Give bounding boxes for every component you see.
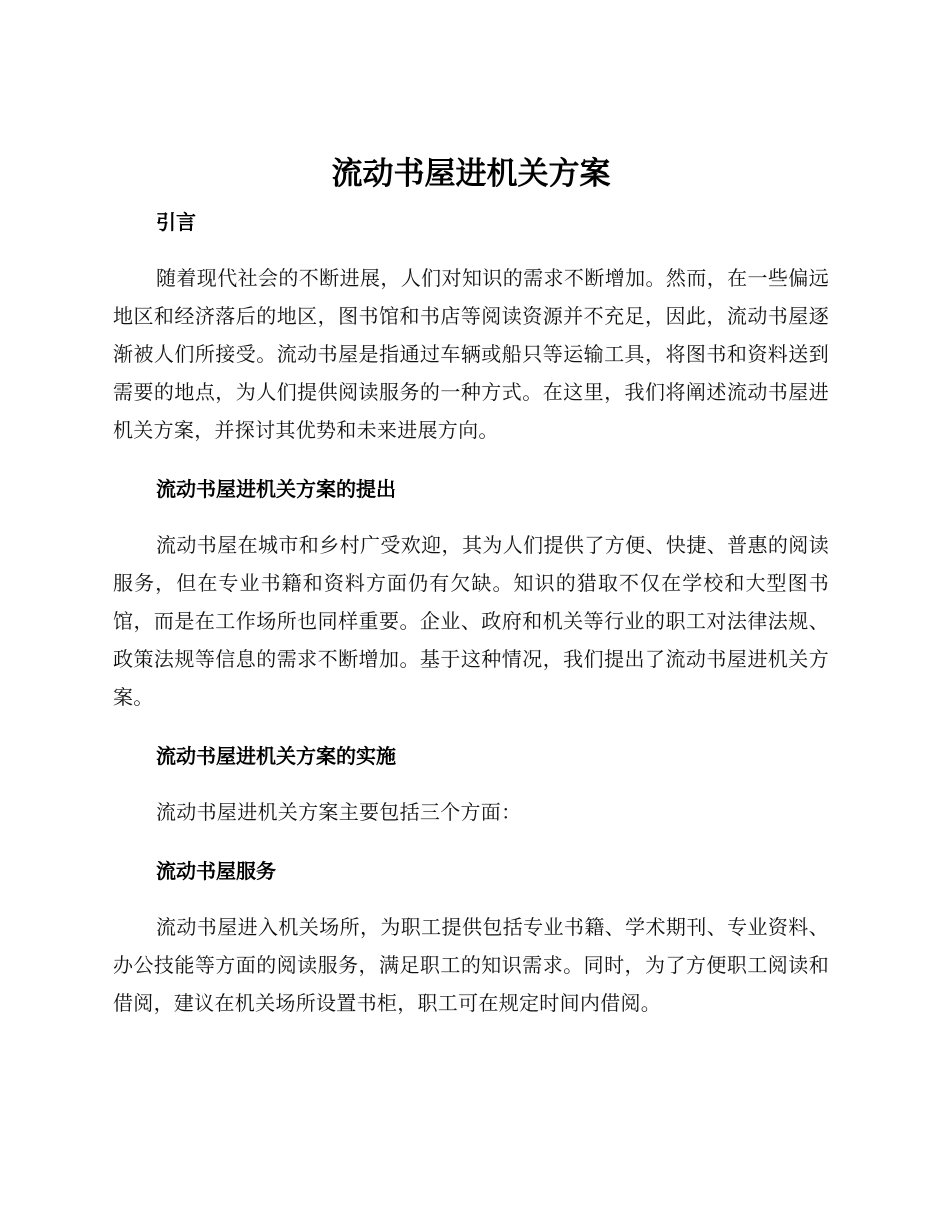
spacer xyxy=(113,244,829,259)
spacer xyxy=(113,778,829,793)
spacer xyxy=(113,831,829,849)
spacer xyxy=(113,716,829,734)
section-paragraph-intro: 随着现代社会的不断进展，人们对知识的需求不断增加。然而，在一些偏远地区和经济落后的地区，图书馆和书店等阅读资源并不充足，因此，流动书屋逐渐被人们所接受。流动书屋是指通过车辆或船只等运输工具，将图书和资料送到需要的地点，为人们提供阅读服务的一种方式。在这里，我们将阐述流动书屋进机关方案，并探讨其优势和未来进展方向。 xyxy=(113,266,829,442)
section-heading-proposal: 流动书屋进机关方案的提出 xyxy=(156,477,396,501)
document-body xyxy=(113,148,829,1022)
spacer xyxy=(113,449,829,467)
spacer xyxy=(113,893,829,908)
section-heading-intro: 引言 xyxy=(156,210,196,234)
section-heading-service: 流动书屋服务 xyxy=(156,859,276,883)
section-paragraph-implementation: 流动书屋进机关方案主要包括三个方面： xyxy=(156,800,522,824)
section-paragraph-service: 流动书屋进入机关场所，为职工提供包括专业书籍、学术期刊、专业资料、办公技能等方面的阅读服务，满足职工的知识需求。同时，为了方便职工阅读和借阅，建议在机关场所设置书柜，职工可在规定时间内借阅。 xyxy=(113,915,829,1015)
section-paragraph-proposal: 流动书屋在城市和乡村广受欢迎，其为人们提供了方便、快捷、普惠的阅读服务，但在专业书籍和资料方面仍有欠缺。知识的猎取不仅在学校和大型图书馆，而是在工作场所也同样重要。企业、政府和机关等行业的职工对法律法规、政策法规等信息的需求不断增加。基于这种情况，我们提出了流动书屋进机关方案。 xyxy=(113,533,829,709)
document-title: 流动书屋进机关方案 xyxy=(331,156,611,192)
spacer xyxy=(113,511,829,526)
section-heading-implementation: 流动书屋进机关方案的实施 xyxy=(156,744,396,768)
